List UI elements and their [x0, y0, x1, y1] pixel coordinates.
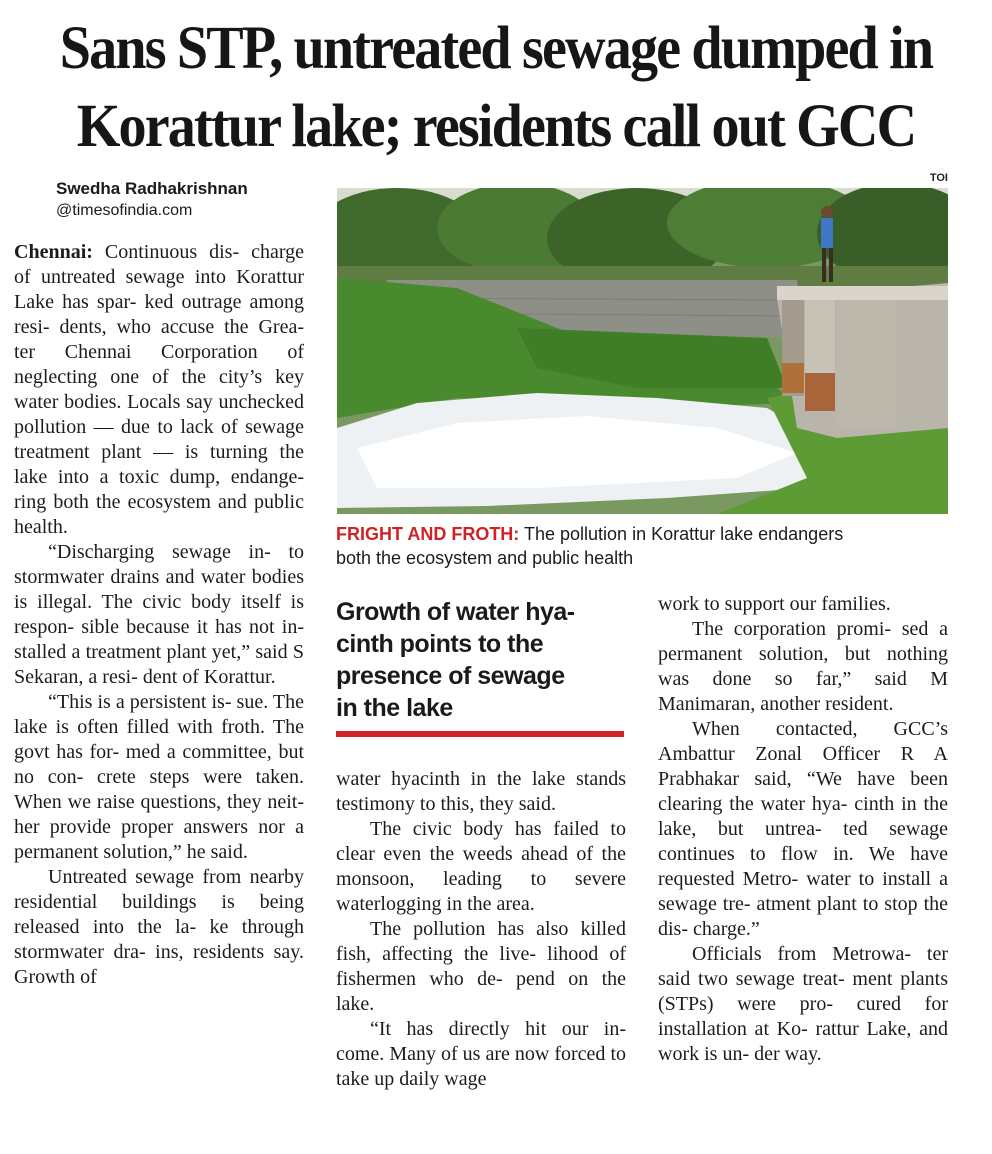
- article-column-3: [658, 592, 948, 1067]
- article-paragraph: The corporation promi- sed a permanent solution, but nothing was done so far,” said M Manimaran, another resident.: [658, 618, 948, 715]
- article-column-1: [14, 240, 304, 990]
- dateline: Chennai:: [14, 241, 93, 263]
- article-column-2: [336, 767, 626, 1092]
- article-paragraph: Officials from Metrowa- ter said two sewage treat- ment plants (STPs) were pro- cured for installation at Ko- rattur Lake, and work is un- der way.: [658, 943, 948, 1065]
- headline-line-1: Sans STP, untreated sewage dumped in: [59, 15, 933, 82]
- article-paragraph: “Discharging sewage in- to stormwater drains and water bodies is illegal. The civic body itself is respon- sible because it has not in- stalled a treatment plant yet,” said S Sekaran, a resi- dent of Korattur.: [14, 541, 304, 688]
- article-paragraph: water hyacinth in the lake stands testimony to this, they said.: [336, 768, 626, 815]
- pull-quote: [336, 596, 626, 724]
- paragraph-text: Continuous dis- charge of untreated sewage into Korattur Lake has spar- ked outrage among resi- dents, who accuse the Grea- ter Chennai Corporation of neglecting one of the city’s key water bodies. Locals say unchecked pollution — due to lack of sewage treatment plant — is turning the lake into a toxic dump, endange- ring both the ecosystem and public health.: [14, 241, 305, 538]
- lake-photo: [337, 188, 948, 514]
- lake-photo-illustration: [337, 188, 948, 514]
- photo-credit: TOI: [929, 172, 948, 184]
- caption-text-2: both the ecosystem and public health: [336, 548, 634, 568]
- byline: [56, 178, 248, 222]
- article-paragraph: work to support our families.: [658, 593, 891, 615]
- caption-label: FRIGHT AND FROTH:: [336, 524, 520, 544]
- article-paragraph: The pollution has also killed fish, affecting the live- lihood of fishermen who de- pend on the lake.: [336, 918, 626, 1015]
- article-paragraph: “This is a persistent is- sue. The lake is often filled with froth. The govt has for- med a committee, but no con- crete steps were taken. When we raise questions, they neit- her provide proper answers nor a permanent solution,” he said.: [14, 691, 304, 863]
- pull-quote-line-4: in the lake: [336, 694, 453, 722]
- article-paragraph: The civic body has failed to clear even the weeds ahead of the monsoon, leading to severe waterlogging in the area.: [336, 818, 626, 915]
- author-email: @timesofindia.com: [56, 202, 193, 219]
- caption-text-1: The pollution in Korattur lake endangers: [524, 524, 844, 544]
- headline-line-2: Korattur lake; residents call out GCC: [76, 93, 916, 160]
- pull-quote-rule: [336, 731, 624, 737]
- headline: [53, 10, 940, 166]
- photo-caption: [336, 522, 948, 570]
- pull-quote-line-2: cinth points to the: [336, 630, 544, 658]
- pull-quote-line-1: Growth of water hya-: [336, 598, 575, 626]
- pull-quote-line-3: presence of sewage: [336, 662, 565, 690]
- article-paragraph: When contacted, GCC’s Ambattur Zonal Officer R A Prabhakar said, “We have been clearing the water hya- cinth in the lake, but untrea- ted sewage continues to flow in. We have requested Metro- water to install a sewage tre- atment plant to stop the dis- charge.”: [658, 718, 948, 940]
- author-name: Swedha Radhakrishnan: [56, 179, 248, 198]
- article-paragraph: “It has directly hit our in- come. Many of us are now forced to take up daily wage: [336, 1018, 626, 1090]
- article-paragraph: [14, 240, 304, 540]
- article-paragraph: Untreated sewage from nearby residential buildings is being released into the la- ke through stormwater dra- ins, residents say. Growth of: [14, 866, 304, 988]
